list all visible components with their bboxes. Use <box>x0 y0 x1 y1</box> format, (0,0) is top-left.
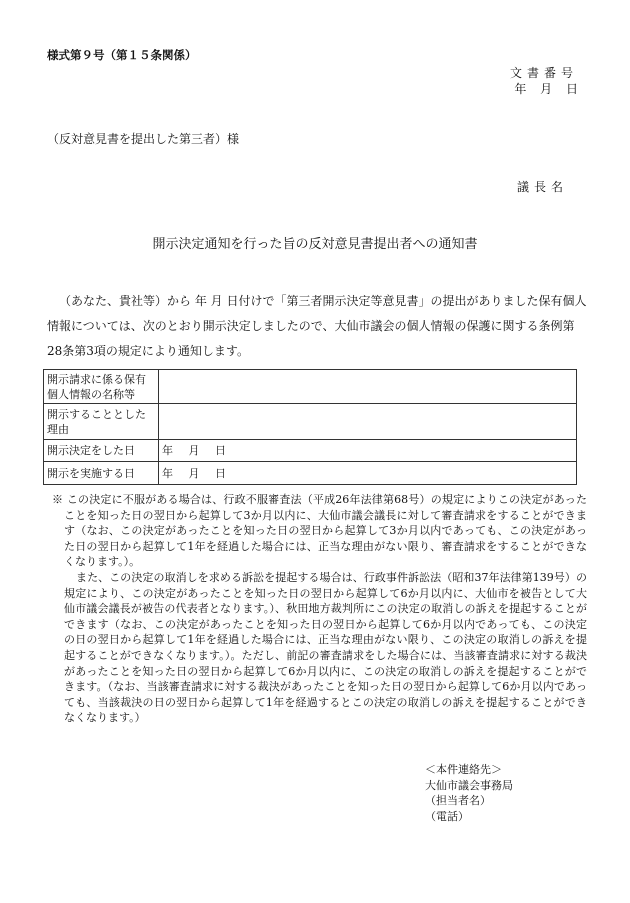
body-paragraph: （あなた、貴社等）から 年 月 日付けで「第三者開示決定等意見書」の提出がありました保有個人情報については、次のとおり開示決定しましたので、大仙市議会の個人情報の保護に関する条例第28条第3項の規定により通知します。 <box>47 294 587 358</box>
notes-block <box>52 492 587 726</box>
document-number: 文書番号 <box>509 66 578 80</box>
row-value-reason <box>159 404 577 440</box>
row-value-decision-date: 年 月 日 <box>159 440 577 462</box>
addressee: （反対意見書を提出した第三者）様 <box>47 132 240 146</box>
table-row <box>44 404 577 440</box>
row-label-reason: 開示することとした理由 <box>44 404 159 440</box>
row-value-info-name <box>159 370 577 404</box>
row-label-decision-date: 開示決定をした日 <box>44 440 159 462</box>
table-row <box>44 440 577 462</box>
document-date: 年 月 日 <box>514 82 578 96</box>
row-label-info-name: 開示請求に係る保有個人情報の名称等 <box>44 370 159 404</box>
form-number: 様式第９号（第１５条関係） <box>47 48 197 62</box>
table-row <box>44 370 577 404</box>
contact-heading: ＜本件連絡先＞ <box>425 763 502 776</box>
table-row <box>44 462 577 485</box>
sender-chairperson: 議長名 <box>516 180 568 194</box>
note-lawsuit: また、この決定の取消しを求める訴訟を提起する場合は、行政事件訴訟法（昭和37年法律第139号）の規定により、この決定があったことを知った日の翌日から起算して6か月以内に、大仙市を被告として大仙市議会議長が被告の代表者となります。）、秋田地方裁判所にこの決定の取消しの訴えを提起することができます（なお、この決定があったことを知った日の翌日から起算して6か月以内であっても、この決定の日の翌日から起算して1年を経過した場合には、正当な理由がない限り、この決定の取消しの訴えを提起することができなくなります。）。ただし、前記の審査請求をした場合には、当該審査請求に対する裁決があったことを知った日の翌日から起算して6か月以内に、この決定の取消しの訴えを提起することができます。（なお、当該審査請求に対する裁決があったことを知った日の翌日から起算して6か月以内であっても、当該裁決の日の翌日から起算して1年を経過するとこの決定の取消しの訴えを提起することができなくなります。） <box>64 570 587 725</box>
note-appeal: ※ この決定に不服がある場合は、行政不服審査法（平成26年法律第68号）の規定によりこの決定があったことを知った日の翌日から起算して3か月以内に、大仙市議会議長に対して審査請求をすることができます（なお、この決定があったことを知った日の翌日から起算して3か月以内であっても、この決定があった日の翌日から起算して1年を経過した場合には、正当な理由がない限り、審査請求をすることができなくなります。）。 <box>52 493 587 569</box>
row-value-implementation-date: 年 月 日 <box>159 462 577 485</box>
contact-phone: （電話） <box>425 809 469 823</box>
body-paragraph-block <box>47 289 587 364</box>
document-title: 開示決定通知を行った旨の反対意見書提出者への通知書 <box>152 237 478 252</box>
decision-info-table <box>43 369 577 485</box>
row-label-implementation-date: 開示を実施する日 <box>44 462 159 485</box>
contact-person: （担当者名） <box>425 794 491 808</box>
contact-office: 大仙市議会事務局 <box>425 778 513 792</box>
contact-block <box>425 762 513 824</box>
